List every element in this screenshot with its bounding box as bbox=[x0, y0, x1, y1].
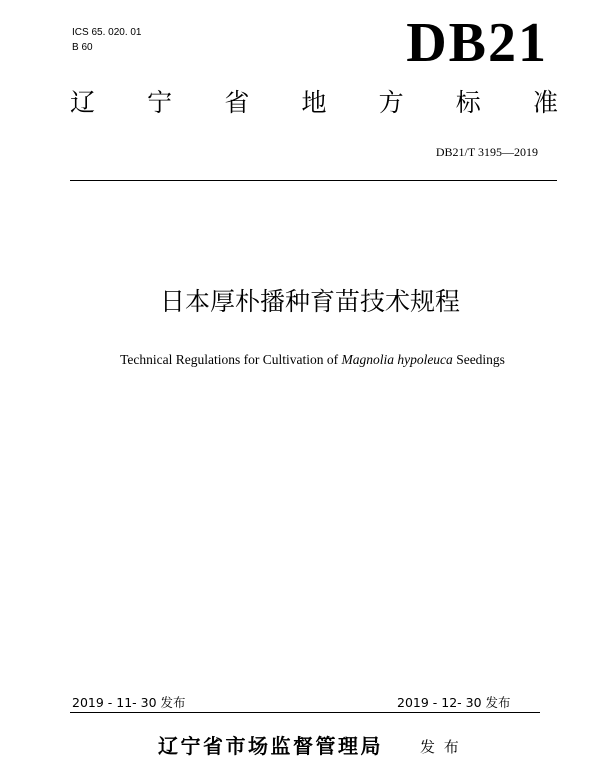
footer-divider bbox=[70, 712, 540, 713]
category-char: 辽 bbox=[70, 88, 96, 117]
implement-date: 2019 - 12- 30 发布 bbox=[397, 695, 511, 710]
document-title-chinese: 日本厚朴播种育苗技术规程 bbox=[159, 287, 460, 316]
issuing-authority: 辽宁省市场监督管理局 bbox=[158, 734, 383, 758]
category-char: 省 bbox=[224, 88, 250, 117]
ccs-classification: B 60 bbox=[72, 42, 93, 53]
title-en-species: Magnolia hypoleuca bbox=[341, 352, 453, 367]
category-char: 地 bbox=[301, 88, 327, 117]
title-en-suffix: Seedings bbox=[452, 352, 505, 367]
standard-category-heading bbox=[70, 88, 558, 118]
header-divider bbox=[70, 180, 557, 181]
issuing-action: 发 布 bbox=[420, 738, 461, 756]
category-char: 宁 bbox=[147, 88, 173, 117]
category-char: 准 bbox=[532, 88, 558, 117]
document-number: DB21/T 3195—2019 bbox=[435, 145, 538, 159]
standard-code-logo: DB21 bbox=[406, 12, 548, 74]
category-char: 标 bbox=[455, 88, 481, 117]
ics-classification: ICS 65. 020. 01 bbox=[72, 27, 142, 38]
document-title-english bbox=[95, 351, 530, 369]
publish-date: 2019 - 11- 30 发布 bbox=[72, 695, 186, 710]
category-char: 方 bbox=[378, 88, 404, 117]
title-en-prefix: Technical Regulations for Cultivation of bbox=[120, 352, 342, 367]
